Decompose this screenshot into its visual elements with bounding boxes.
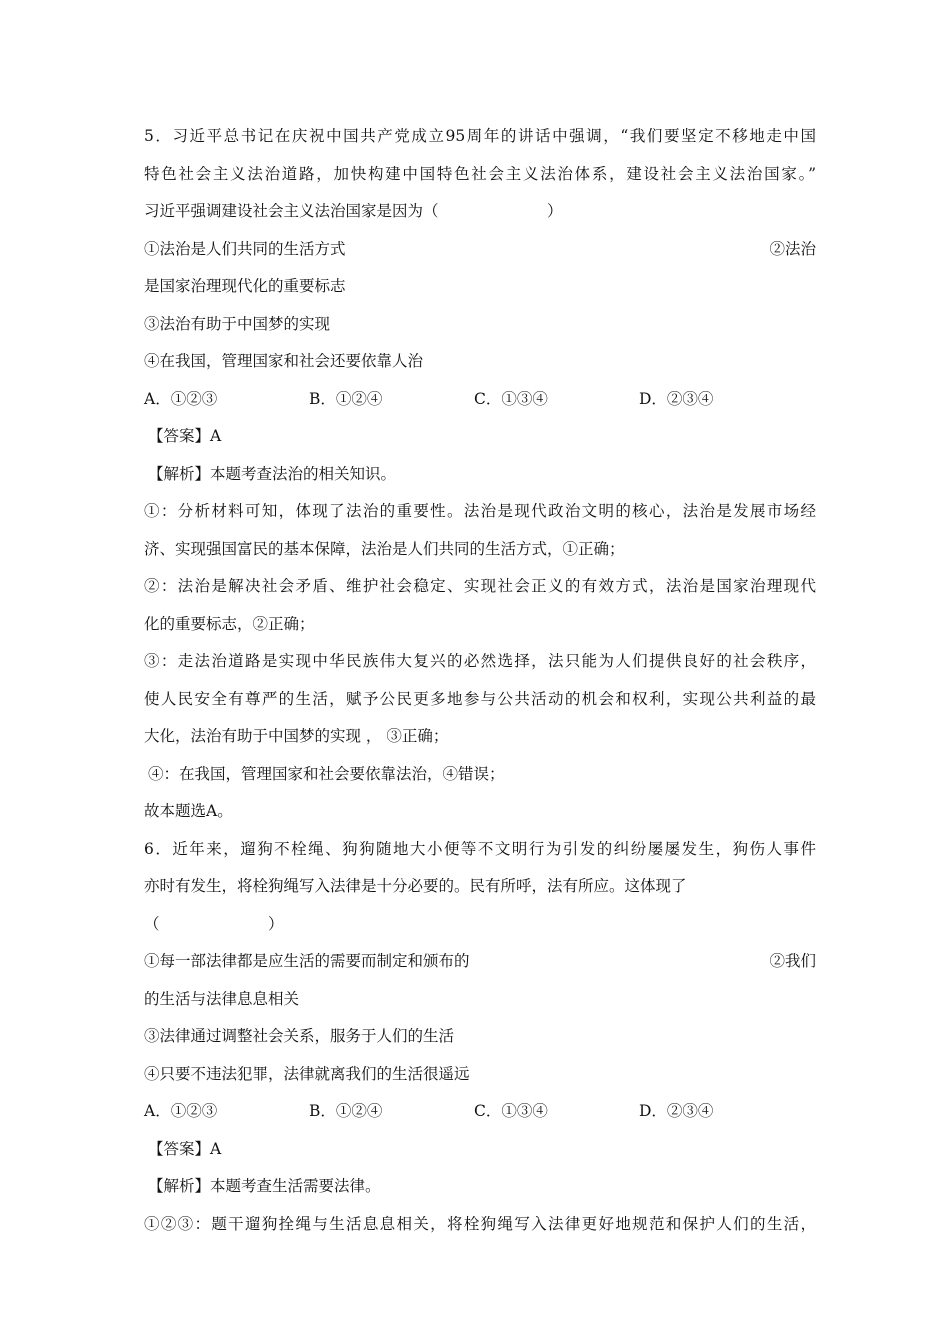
q6-item-2-head: ②我们 [769, 952, 816, 970]
q5-option-b: B．①②④ [309, 389, 383, 408]
q5-item-3: ③法治有助于中国梦的实现 [144, 314, 331, 333]
q5-item-4: ④在我国，管理国家和社会还要依靠人治 [144, 352, 424, 370]
q6-option-a: A．①②③ [144, 1102, 218, 1120]
q5-stem-line-1: 5．习近平总书记在庆祝中国共产党成立95周年的讲话中强调，“我们要坚定不移地走中国 [144, 127, 816, 145]
q5-answer: 【答案】A [148, 427, 222, 445]
q6-options [144, 1093, 816, 1131]
q5-options [144, 381, 816, 419]
q5-analysis-line: 济、实现强国富民的基本保障，法治是人们共同的生活方式，①正确； [144, 539, 625, 558]
q6-item-1: ①每一部法律都是应生活的需要而制定和颁布的 [144, 952, 470, 970]
q6-stem-line-2: 亦时有发生，将栓狗绳写入法律是十分必要的。民有所呼，法有所应。这体现了 [144, 877, 687, 895]
q5-analysis-line: 大化，法治有助于中国梦的实现 ， ③正确； [144, 727, 449, 745]
q5-option-c: C．①③④ [474, 389, 548, 408]
q5-stem-line-2: 特色社会主义法治道路，加快构建中国特色社会主义法治体系，建设社会主义法治国家。” [144, 164, 816, 183]
q5-item-2-head: ②法治 [769, 239, 816, 258]
q5-analysis-line: ②：法治是解决社会矛盾、维护社会稳定、实现社会正义的有效方式，法治是国家治理现代 [144, 577, 816, 595]
q5-analysis-line: ③：走法治道路是实现中华民族伟大复兴的必然选择，法只能为人们提供良好的社会秩序， [144, 652, 816, 670]
q6-stem-line-1: 6．近年来，遛狗不栓绳、狗狗随地大小便等不文明行为引发的纠纷屡屡发生，狗伤人事件 [144, 839, 816, 858]
q6-answer: 【答案】A [148, 1139, 222, 1158]
q6-analysis-title: 【解析】本题考查生活需要法律。 [148, 1177, 381, 1195]
q5-item-1: ①法治是人们共同的生活方式 [144, 239, 346, 258]
q6-items-row-1 [144, 943, 816, 981]
q5-item-2-tail: 是国家治理现代化的重要标志 [144, 277, 346, 295]
q6-item-4: ④只要不违法犯罪，法律就离我们的生活很遥远 [144, 1064, 470, 1083]
q6-stem-line-3: （ ） [144, 914, 284, 933]
q6-option-d: D．②③④ [639, 1102, 714, 1120]
q5-option-a: A．①②③ [144, 389, 218, 408]
q5-analysis-line: ①：分析材料可知，体现了法治的重要性。法治是现代政治文明的核心，法治是发展市场经 [144, 502, 816, 520]
q6-option-b: B．①②④ [309, 1102, 383, 1120]
q6-option-c: C．①③④ [474, 1102, 548, 1120]
q5-analysis-title: 【解析】本题考查法治的相关知识。 [148, 464, 397, 483]
q6-item-2-tail: 的生活与法律息息相关 [144, 989, 300, 1008]
q6-analysis-line: ①②③：题干遛狗拴绳与生活息息相关，将栓狗绳写入法律更好地规范和保护人们的生活， [144, 1214, 816, 1233]
q5-items-row-1 [144, 231, 816, 269]
q5-stem-line-3: 习近平强调建设社会主义法治国家是因为（ ） [144, 202, 563, 220]
q5-analysis-line: ④：在我国，管理国家和社会要依靠法治，④错误； [148, 764, 505, 783]
q5-option-d: D．②③④ [639, 389, 714, 408]
document-content [144, 118, 816, 1243]
q6-item-3: ③法律通过调整社会关系，服务于人们的生活 [144, 1027, 455, 1045]
q5-analysis-line: 化的重要标志，②正确； [144, 614, 315, 633]
q5-analysis-line: 使人民安全有尊严的生活，赋予公民更多地参与公共活动的机会和权利，实现公共利益的最 [144, 689, 816, 708]
q5-conclusion: 故本题选A。 [144, 802, 233, 820]
